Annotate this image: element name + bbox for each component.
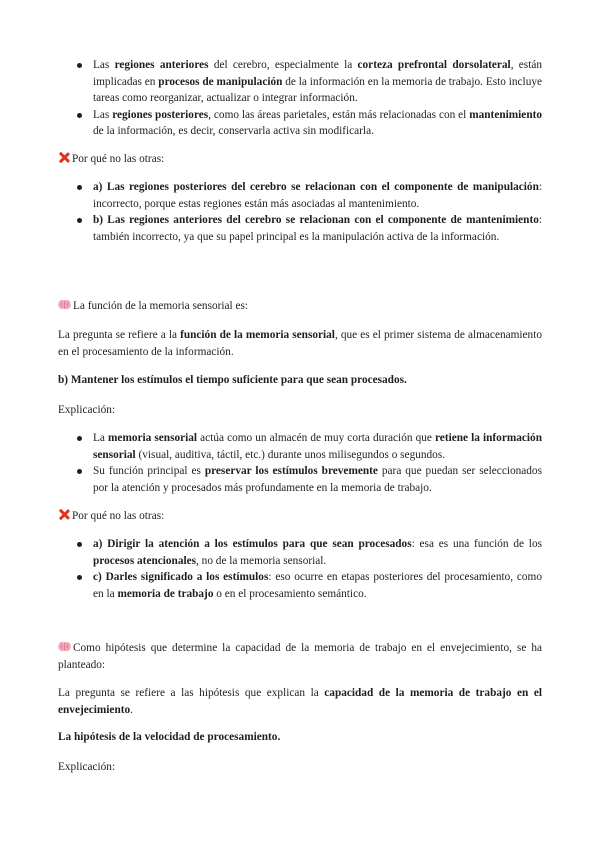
answer-text: b) Mantener los estímulos el tiempo suficiente para que sean procesados. (58, 374, 407, 386)
list-item: c) Darles significado a los estímulos: eso ocurre en etapas posteriores del procesamiento, como en la memoria de trabajo o en el procesamiento semántico. (58, 569, 542, 602)
why-not-heading: Por qué no las otras: (58, 151, 542, 168)
explanation-label: Explicación: (58, 761, 116, 773)
explanation-label: Explicación: (58, 404, 116, 416)
bullet-list (58, 536, 542, 602)
bullet-list (58, 179, 542, 245)
list-item: Las regiones posteriores, como las áreas parietales, están más relacionadas con el mantenimiento de la información, es decir, conservarla activa sin modificarla. (58, 107, 542, 140)
list-item: La memoria sensorial actúa como un almacén de muy corta duración que retiene la información sensorial (visual, auditiva, táctil, etc.) durante unos milisegundos o segundos. (58, 430, 542, 463)
bullet-list (58, 57, 542, 140)
brain-icon (58, 299, 71, 310)
cross-mark-icon (58, 509, 69, 520)
intro-paragraph: La pregunta se refiere a la función de la memoria sensorial, que es el primer sistema de almacenamiento en el procesamiento de la información. (58, 329, 542, 358)
list-item: Las regiones anteriores del cerebro, especialmente la corteza prefrontal dorsolateral, están implicadas en procesos de manipulación de la información en la memoria de trabajo. Esto incluye tareas como reorganizar, actualizar o integrar información. (58, 57, 542, 107)
question-text: La función de la memoria sensorial es: (58, 298, 542, 315)
question-text: Como hipótesis que determine la capacidad de la memoria de trabajo en el envejecimiento, se ha planteado: (58, 642, 542, 671)
brain-icon (58, 641, 71, 652)
list-item: a) Las regiones posteriores del cerebro se relacionan con el componente de manipulación: incorrecto, porque estas regiones están más asociadas al mantenimiento. (58, 179, 542, 212)
list-item: a) Dirigir la atención a los estímulos para que sean procesados: esa es una función de los procesos atencionales, no de la memoria sensorial. (58, 536, 542, 569)
list-item: Su función principal es preservar los estímulos brevemente para que puedan ser seleccionados por la atención y procesados más profundamente en la memoria de trabajo. (58, 463, 542, 496)
answer-text: La hipótesis de la velocidad de procesamiento. (58, 731, 281, 743)
cross-mark-icon (58, 152, 69, 163)
why-not-heading: Por qué no las otras: (58, 508, 542, 525)
list-item: b) Las regiones anteriores del cerebro se relacionan con el componente de mantenimiento: también incorrecto, ya que su papel principal es la manipulación activa de la información. (58, 212, 542, 245)
intro-paragraph: La pregunta se refiere a las hipótesis que explican la capacidad de la memoria de trabajo en el envejecimiento. (58, 687, 542, 716)
bullet-list (58, 430, 542, 496)
